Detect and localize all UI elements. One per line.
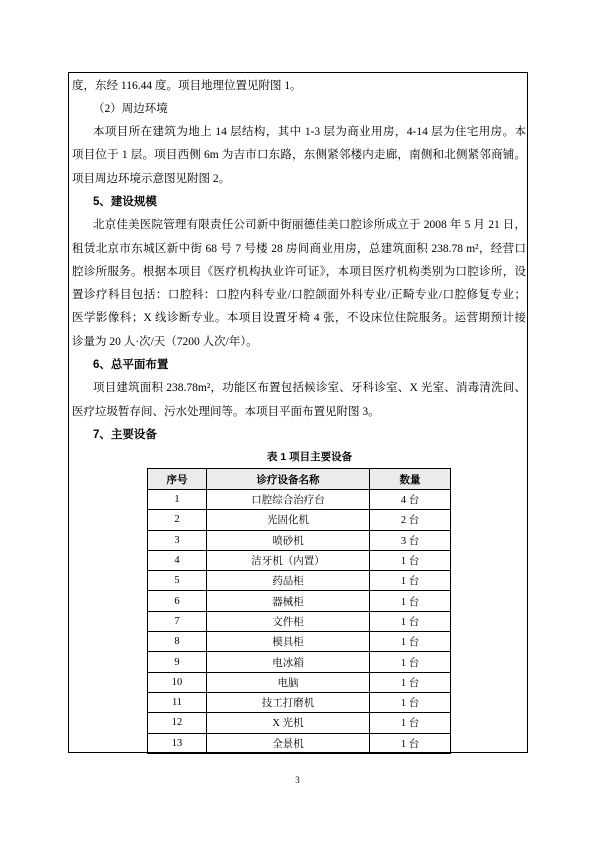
equipment-heading: 7、主要设备 [93,428,157,441]
table-row [148,510,451,530]
cell-quantity: 1 台 [370,571,451,591]
cell-device-name: 洁牙机（内置） [207,550,370,570]
cell-index: 4 [148,550,207,570]
cell-device-name: 电冰箱 [207,652,370,672]
table-body [148,490,451,754]
cell-quantity: 1 台 [370,591,451,611]
page-number: 3 [295,775,300,785]
table-row [148,632,451,652]
cell-index: 6 [148,591,207,611]
cell-index: 1 [148,490,207,510]
table-header-row [148,469,451,490]
cell-quantity: 1 台 [370,733,451,753]
surroundings-heading: （2）周边环境 [93,102,168,115]
equipment-table [147,468,451,754]
construction-scale-heading: 5、建设规模 [93,195,157,208]
cell-quantity: 1 台 [370,550,451,570]
cell-device-name: 文件柜 [207,611,370,631]
cell-index: 12 [148,713,207,733]
construction-scale-line: 医学影像科；X 线诊断专业。本项目设置牙椅 4 张，不设床位住院服务。运营期预计接 [72,312,526,325]
construction-scale-line: 北京佳美医院管理有限责任公司新中街丽德佳美口腔诊所成立于 2008 年 5 月 21 日， [93,219,526,232]
cell-index: 11 [148,692,207,712]
cell-quantity: 1 台 [370,672,451,692]
header-device-name: 诊疗设备名称 [207,469,370,490]
cell-quantity: 1 台 [370,632,451,652]
cell-device-name: 喷砂机 [207,530,370,550]
cell-device-name: 全景机 [207,733,370,753]
layout-plan-heading: 6、总平面布置 [93,359,169,372]
cell-index: 2 [148,510,207,530]
cell-quantity: 1 台 [370,652,451,672]
cell-index: 5 [148,571,207,591]
cell-device-name: 口腔综合治疗台 [207,490,370,510]
surroundings-line: 项目周边环境示意图见附图 2。 [72,172,231,185]
body-text [72,75,526,468]
cell-device-name: 器械柜 [207,591,370,611]
location-tail-line: 度，东经 116.44 度。项目地理位置见附图 1。 [72,79,302,92]
cell-quantity: 1 台 [370,611,451,631]
cell-index: 8 [148,632,207,652]
cell-quantity: 1 台 [370,713,451,733]
construction-scale-line: 租赁北京市东城区新中街 68 号 7 号楼 28 房间商业用房，总建筑面积 238.78 m²，经营口 [72,242,526,255]
cell-quantity: 2 台 [370,510,451,530]
cell-device-name: 电脑 [207,672,370,692]
cell-quantity: 3 台 [370,530,451,550]
surroundings-line: 项目位于 1 层。项目西侧 6m 为吉市口东路，东侧紧邻楼内走廊，南侧和北侧紧邻商铺。 [72,149,526,162]
construction-scale-line: 诊量为 20 人·次/天（7200 人次/年）。 [72,335,258,348]
table-row [148,571,451,591]
table-row [148,672,451,692]
table-row [148,713,451,733]
table-row [148,530,451,550]
cell-device-name: 药品柜 [207,571,370,591]
cell-index: 13 [148,733,207,753]
header-index: 序号 [148,469,207,490]
construction-scale-line: 腔诊所服务。根据本项目《医疗机构执业许可证》，本项目医疗机构类别为口腔诊所，设 [72,265,526,278]
table-caption: 表 1 项目主要设备 [266,451,353,464]
cell-device-name: 光固化机 [207,510,370,530]
table-row [148,652,451,672]
layout-plan-line: 医疗垃圾暂存间、污水处理间等。本项目平面布置见附图 3。 [72,405,380,418]
cell-index: 3 [148,530,207,550]
surroundings-line: 本项目所在建筑为地上 14 层结构，其中 1-3 层为商业用房，4-14 层为住宅用房。本 [93,126,526,139]
cell-quantity: 4 台 [370,490,451,510]
construction-scale-line: 置诊疗科目包括：口腔科：口腔内科专业/口腔颌面外科专业/正畸专业/口腔修复专业； [72,289,526,302]
table-row [148,490,451,510]
cell-index: 7 [148,611,207,631]
cell-quantity: 1 台 [370,692,451,712]
table-row [148,611,451,631]
table-row [148,692,451,712]
table-row [148,550,451,570]
cell-device-name: 技工打磨机 [207,692,370,712]
table-row [148,591,451,611]
header-quantity: 数量 [370,469,451,490]
cell-index: 9 [148,652,207,672]
table-head [148,469,451,490]
cell-device-name: X 光机 [207,713,370,733]
layout-plan-line: 项目建筑面积 238.78m²，功能区布置包括候诊室、牙科诊室、X 光室、消毒清洗间、 [93,382,526,395]
table-row [148,733,451,753]
cell-index: 10 [148,672,207,692]
cell-device-name: 模具柜 [207,632,370,652]
